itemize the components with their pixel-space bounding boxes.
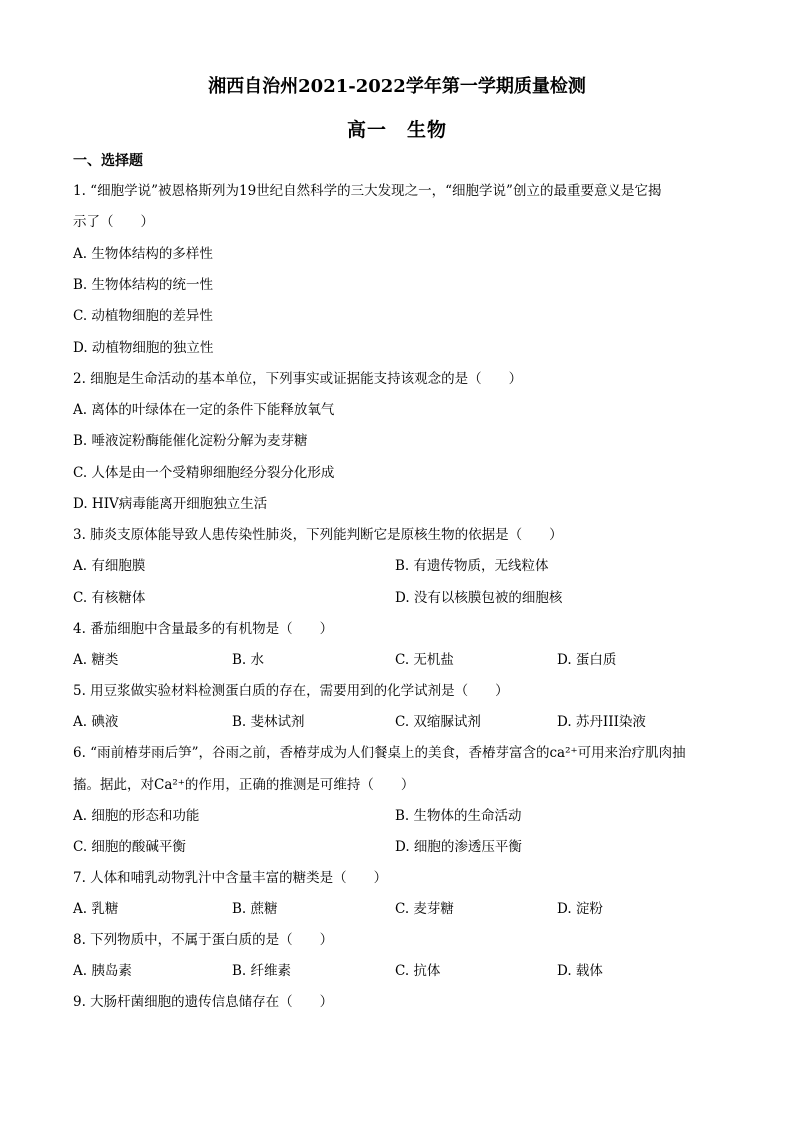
exam-subtitle: 高一 生物	[346, 119, 447, 141]
q6-option-c: C. 细胞的酸碱平衡	[73, 839, 186, 855]
q1-option-d: D. 动植物细胞的独立性	[73, 340, 214, 356]
q4-option-d: D. 蛋白质	[557, 652, 617, 668]
q7-option-d: D. 淀粉	[557, 901, 603, 917]
q6-option-a: A. 细胞的形态和功能	[73, 808, 200, 824]
q1-stem-line2: 示了（ ）	[73, 214, 154, 230]
q3-option-d: D. 没有以核膜包被的细胞核	[395, 590, 563, 606]
q7-option-c: C. 麦芽糖	[395, 901, 454, 917]
q6-stem-line1: 6. “雨前椿芽雨后笋”，谷雨之前，香椿芽成为人们餐桌上的美食，香椿芽富含的ca²⁺可用来治疗肌肉抽	[73, 745, 686, 761]
q6-stem-line2: 搐。据此，对Ca²⁺的作用，正确的推测是可维持（ ）	[73, 777, 415, 793]
q1-option-b: B. 生物体结构的统一性	[73, 277, 214, 293]
q8-option-c: C. 抗体	[395, 963, 441, 979]
section-heading: 一、选择题	[73, 153, 143, 169]
q5-option-c: C. 双缩脲试剂	[395, 714, 481, 730]
q1-stem-line1: 1. “细胞学说”被恩格斯列为19世纪自然科学的三大发现之一，“细胞学说”创立的最重要意义是它揭	[73, 183, 662, 199]
q1-option-c: C. 动植物细胞的差异性	[73, 308, 213, 324]
q7-stem: 7. 人体和哺乳动物乳汁中含量丰富的糖类是（ ）	[73, 870, 388, 886]
q5-option-b: B. 斐林试剂	[232, 714, 305, 730]
q3-option-b: B. 有遗传物质，无线粒体	[395, 558, 549, 574]
q4-stem: 4. 番茄细胞中含量最多的有机物是（ ）	[73, 621, 334, 637]
q4-option-b: B. 水	[232, 652, 265, 668]
q9-stem: 9. 大肠杆菌细胞的遗传信息储存在（ ）	[73, 994, 334, 1010]
q5-option-a: A. 碘液	[73, 714, 119, 730]
q5-stem: 5. 用豆浆做实验材料检测蛋白质的存在，需要用到的化学试剂是（ ）	[73, 683, 509, 699]
q2-option-a: A. 离体的叶绿体在一定的条件下能释放氧气	[73, 402, 335, 418]
q4-option-c: C. 无机盐	[395, 652, 454, 668]
q8-option-a: A. 胰岛素	[73, 963, 132, 979]
exam-title: 湘西自治州2021-2022学年第一学期质量检测	[208, 76, 586, 97]
q3-option-a: A. 有细胞膜	[73, 558, 146, 574]
q6-option-b: B. 生物体的生命活动	[395, 808, 522, 824]
q8-stem: 8. 下列物质中，不属于蛋白质的是（ ）	[73, 932, 334, 948]
q7-option-a: A. 乳糖	[73, 901, 119, 917]
q2-option-d: D. HIV病毒能离开细胞独立生活	[73, 496, 268, 512]
q6-option-d: D. 细胞的渗透压平衡	[395, 839, 522, 855]
q7-option-b: B. 蔗糖	[232, 901, 278, 917]
q3-stem: 3. 肺炎支原体能导致人患传染性肺炎，下列能判断它是原核生物的依据是（ ）	[73, 527, 563, 543]
q2-stem: 2. 细胞是生命活动的基本单位，下列事实或证据能支持该观念的是（ ）	[73, 371, 523, 387]
q1-option-a: A. 生物体结构的多样性	[73, 246, 213, 262]
q8-option-b: B. 纤维素	[232, 963, 292, 979]
q2-option-b: B. 唾液淀粉酶能催化淀粉分解为麦芽糖	[73, 433, 308, 449]
q8-option-d: D. 载体	[557, 963, 603, 979]
q3-option-c: C. 有核糖体	[73, 590, 146, 606]
q2-option-c: C. 人体是由一个受精卵细胞经分裂分化形成	[73, 465, 335, 481]
q5-option-d: D. 苏丹III染液	[557, 714, 646, 730]
q4-option-a: A. 糖类	[73, 652, 119, 668]
